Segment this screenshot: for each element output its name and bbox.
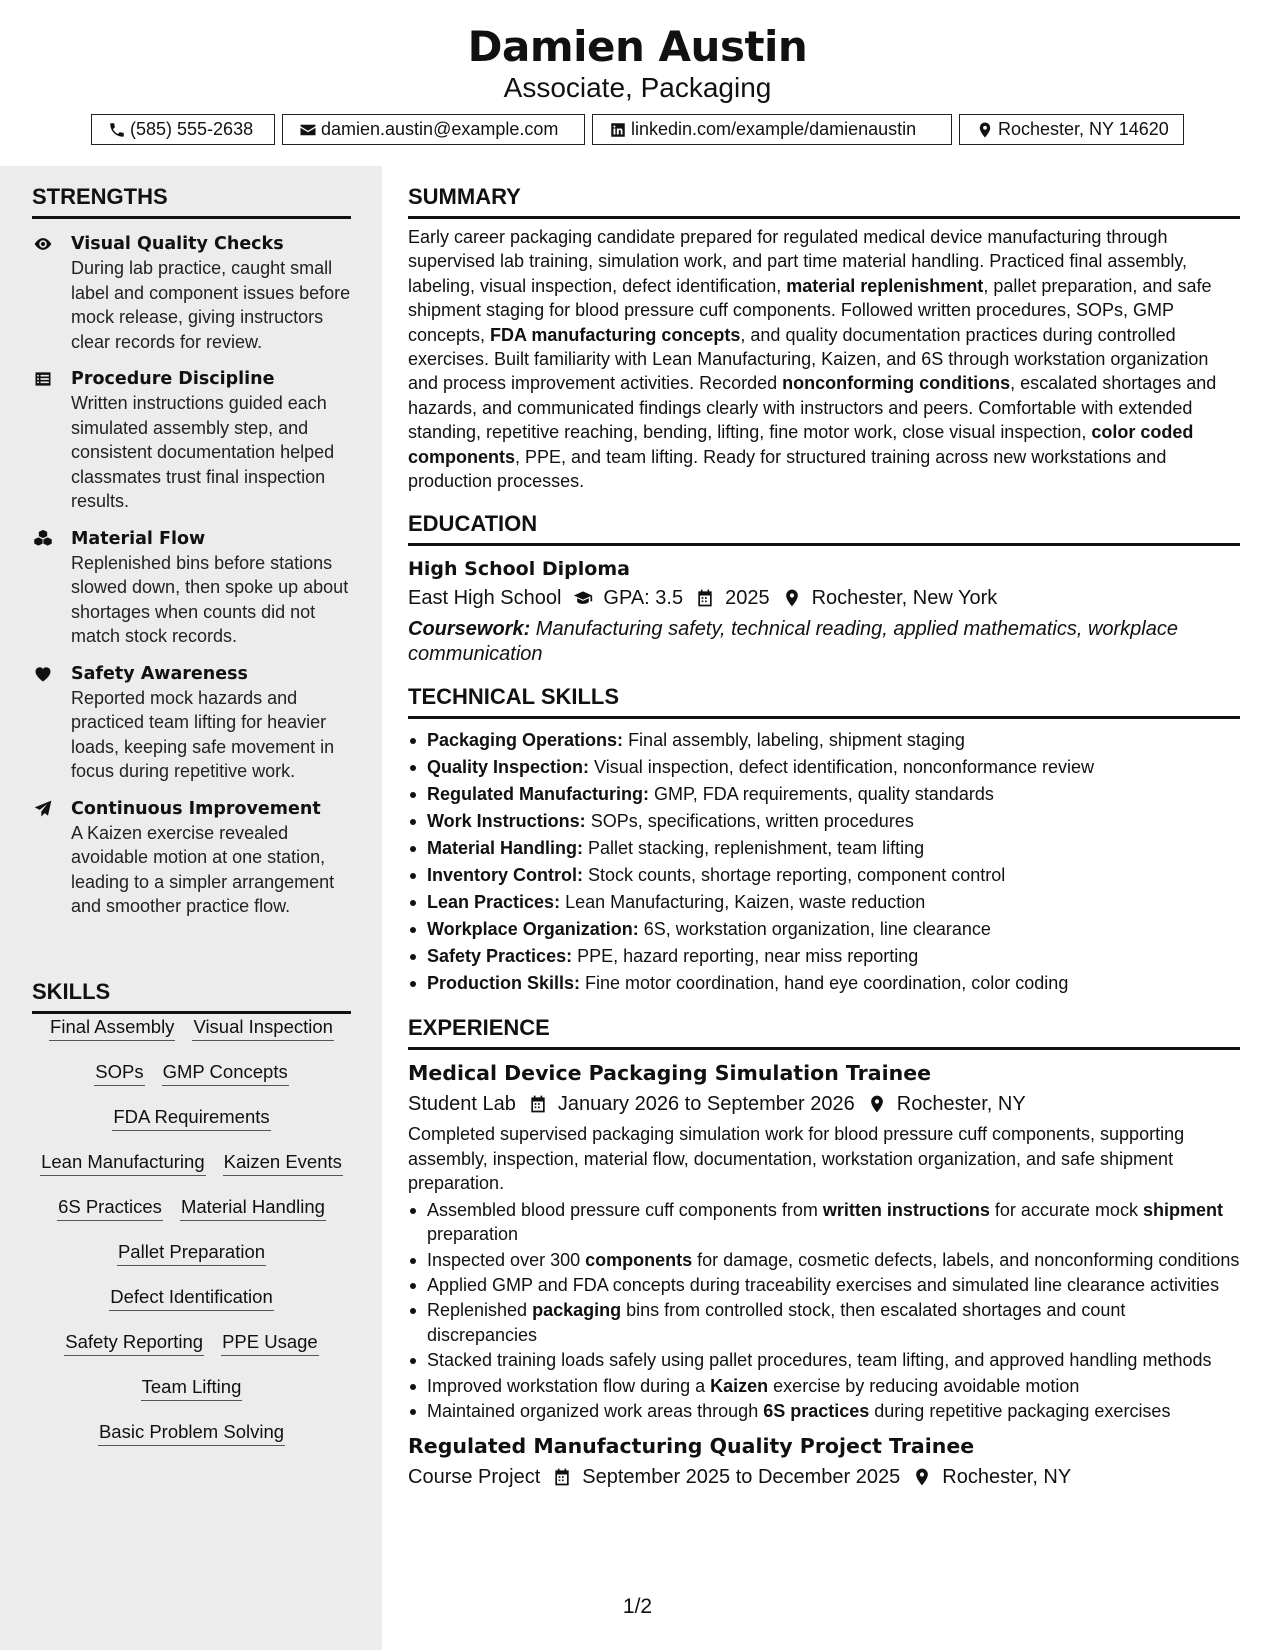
list-item (408, 916, 1240, 943)
skill-chip: PPE Usage (221, 1329, 319, 1356)
calendar-icon (528, 1094, 548, 1114)
map-pin-icon (976, 121, 994, 139)
skill-row (32, 1059, 351, 1104)
job-location: Rochester, NY (942, 1466, 1072, 1489)
list-item (408, 835, 1240, 862)
skill-chip: SOPs (94, 1059, 144, 1086)
education-heading: EDUCATION (408, 511, 1240, 546)
bullet-text: Improved workstation flow during a (427, 1375, 711, 1396)
strength-desc: Reported mock hazards and practiced team lifting for heavier loads, keeping safe movement in focus during repetitive work. (71, 687, 335, 781)
envelope-icon (299, 121, 317, 139)
skill-chip: Safety Reporting (64, 1329, 204, 1356)
skill-row (32, 1329, 351, 1374)
skills-heading: SKILLS (32, 979, 351, 1014)
skill-value: PPE, hazard reporting, near miss reporting (572, 946, 919, 967)
skill-row (32, 1284, 351, 1329)
summary-heading: SUMMARY (408, 184, 1240, 219)
list-item (408, 1198, 1240, 1247)
job-meta (408, 1461, 1240, 1493)
strength-title: Visual Quality Checks (71, 234, 284, 254)
skill-row (32, 1374, 351, 1419)
bullet-emphasis: Kaizen (710, 1375, 769, 1396)
skill-row (32, 1239, 351, 1284)
bullet-text: bins from controlled stock, then escalated shortages and count discrepancies (427, 1300, 1126, 1345)
candidate-title: Associate, Packaging (503, 72, 772, 103)
skill-value: Final assembly, labeling, shipment staging (623, 730, 965, 751)
skill-chip: Final Assembly (49, 1014, 175, 1041)
skill-value: SOPs, specifications, written procedures (585, 811, 914, 832)
cubes-icon (32, 529, 54, 549)
skills-section (32, 979, 351, 1464)
calendar-icon (695, 588, 715, 608)
list-item (408, 943, 1240, 970)
skill-row (32, 1104, 351, 1149)
skill-value: 6S, workstation organization, line clearance (638, 919, 991, 940)
list-item (408, 1248, 1240, 1272)
skill-chip: Material Handling (180, 1194, 326, 1221)
list-item (408, 754, 1240, 781)
job-dates: January 2026 to September 2026 (557, 1093, 855, 1116)
skill-chip: Basic Problem Solving (98, 1419, 285, 1446)
job-description: Completed supervised packaging simulation work for blood pressure cuff components, supporting assembly, inspection, material flow, documentation, workstation organization, and safe shipment preparation. (408, 1124, 1185, 1194)
job-location: Rochester, NY (896, 1093, 1026, 1116)
education-school: East High School (408, 587, 562, 610)
skill-chip: FDA Requirements (112, 1104, 270, 1131)
bullet-text: Stacked training loads safely using pallet procedures, team lifting, and approved handling methods (427, 1350, 1212, 1371)
contact-phone[interactable] (91, 114, 275, 145)
list-item (408, 1399, 1240, 1423)
education-meta (408, 582, 1240, 614)
skill-chip: Kaizen Events (223, 1149, 343, 1176)
bullet-text: exercise by reducing avoidable motion (768, 1375, 1080, 1396)
list-item (408, 727, 1240, 754)
skill-label: Material Handling: (427, 838, 584, 859)
strength-item (32, 527, 351, 649)
skill-label: Inventory Control: (427, 865, 583, 886)
contact-bar (0, 114, 1275, 145)
skill-label: Workplace Organization: (427, 919, 639, 940)
summary-emphasis: FDA manufacturing concepts (490, 324, 741, 345)
coursework (408, 617, 1240, 666)
bullet-text: for accurate mock (989, 1199, 1143, 1220)
list-icon (32, 369, 54, 389)
bullet-text: Assembled blood pressure cuff components from (427, 1199, 823, 1220)
bullet-emphasis: shipment (1142, 1199, 1223, 1220)
list-item (408, 889, 1240, 916)
map-pin-icon (912, 1467, 932, 1487)
summary-run: , pallet preparation, and safe shipment staging for blood pressure cuff components. Followed written procedures, SOPs, GMP concepts, (408, 275, 1212, 345)
bullet-text: during repetitive packaging exercises (869, 1400, 1171, 1421)
list-item (408, 1374, 1240, 1398)
bullet-emphasis: 6S practices (763, 1400, 870, 1421)
job-org: Course Project (408, 1466, 541, 1489)
sidebar (0, 166, 382, 1650)
main-column (408, 166, 1240, 1493)
experience-heading: EXPERIENCE (408, 1015, 1240, 1050)
bullet-emphasis: written instructions (822, 1199, 990, 1220)
candidate-name: Damien Austin (467, 22, 808, 71)
summary-emphasis: color coded components (408, 422, 1194, 467)
education-year: 2025 (725, 587, 770, 610)
skill-label: Packaging Operations: (427, 730, 624, 751)
strength-item (32, 367, 351, 514)
skill-label: Production Skills: (427, 973, 581, 994)
strength-title: Procedure Discipline (71, 369, 275, 389)
list-item (408, 781, 1240, 808)
summary-emphasis: nonconforming conditions (782, 373, 1011, 394)
job-title: Medical Device Packaging Simulation Trainee (408, 1061, 932, 1086)
summary-run: Early career packaging candidate prepared for regulated medical device manufacturing through supervised lab training, simulation work, and part time material handling. Practiced final assembly, labeling, visual inspection, defect identification, (408, 227, 1188, 296)
job-bullets (408, 1198, 1240, 1424)
strength-desc: A Kaizen exercise revealed avoidable motion at one station, leading to a simpler arrangement and smoother practice flow. (71, 822, 335, 916)
summary-run: , PPE, and team lifting. Ready for structured training across new workstations and production processes. (408, 446, 1167, 492)
strengths-section (32, 184, 351, 919)
strength-desc: During lab practice, caught small label and component issues before mock release, giving instructors clear records for review. (71, 258, 351, 352)
strength-item (32, 232, 351, 354)
graduation-cap-icon (573, 588, 593, 608)
linkedin-text: linkedin.com/example/damienaustin (631, 119, 917, 139)
education-degree: High School Diploma (408, 558, 630, 581)
summary-run: , and quality documentation practices during controlled exercises. Built familiarity with Lean Manufacturing, Kaizen, and 6S through workstation organization and process improvement activities. Recorded (408, 324, 1209, 394)
skill-value: Visual inspection, defect identification, nonconformance review (589, 757, 1094, 778)
list-item (408, 970, 1240, 997)
bullet-text: Replenished (427, 1300, 533, 1321)
summary-run: , escalated shortages and hazards, and communicated findings clearly with instructors and peers. Comfortable with extended standing, repetitive reaching, bending, lifting, fine motor work, close visual inspection, (408, 373, 1217, 443)
bullet-text: Applied GMP and FDA concepts during traceability exercises and simulated line clearance activities (427, 1274, 1220, 1295)
skill-chip: 6S Practices (57, 1194, 163, 1221)
list-item (408, 862, 1240, 889)
contact-location (959, 114, 1184, 145)
skill-chip: Lean Manufacturing (40, 1149, 206, 1176)
strength-item (32, 797, 351, 919)
heart-icon (32, 664, 54, 684)
skill-value: Pallet stacking, replenishment, team lifting (583, 838, 925, 859)
skill-value: Stock counts, shortage reporting, component control (583, 865, 1006, 886)
strength-title: Continuous Improvement (71, 798, 321, 819)
job-org: Student Lab (408, 1093, 516, 1116)
bullet-text: preparation (427, 1224, 519, 1245)
skill-label: Quality Inspection: (427, 757, 590, 778)
summary-text (408, 225, 1240, 493)
eye-icon (32, 234, 54, 254)
skill-chip: Visual Inspection (192, 1014, 334, 1041)
job-title: Regulated Manufacturing Quality Project Trainee (408, 1434, 975, 1459)
resume-header (0, 0, 1275, 166)
education-location: Rochester, New York (811, 587, 998, 610)
list-item (408, 1273, 1240, 1297)
bullet-text: Inspected over 300 (427, 1249, 586, 1270)
map-pin-icon (867, 1094, 887, 1114)
phone-text: (585) 555-2638 (130, 119, 254, 139)
technical-skills-list (408, 727, 1240, 997)
strength-title: Material Flow (71, 528, 206, 549)
skill-row (32, 1014, 351, 1059)
strength-item (32, 662, 351, 784)
phone-icon (108, 121, 126, 139)
skill-label: Regulated Manufacturing: (427, 784, 650, 805)
coursework-text: Manufacturing safety, technical reading, applied mathematics, workplace communication (408, 618, 1178, 665)
skill-row (32, 1419, 351, 1464)
bullet-text: Maintained organized work areas through (427, 1400, 764, 1421)
contact-email[interactable] (282, 114, 585, 145)
contact-linkedin[interactable] (592, 114, 952, 145)
page-number: 1/2 (622, 1595, 653, 1618)
bullet-text: for damage, cosmetic defects, labels, and nonconforming conditions (692, 1249, 1240, 1270)
list-item (408, 1348, 1240, 1372)
skill-value: Lean Manufacturing, Kaizen, waste reduction (560, 892, 926, 913)
education-gpa: GPA: 3.5 (603, 587, 684, 610)
skill-label: Safety Practices: (427, 946, 573, 967)
strengths-heading: STRENGTHS (32, 184, 351, 219)
skill-chip: Pallet Preparation (117, 1239, 266, 1266)
list-item (408, 808, 1240, 835)
bullet-emphasis: packaging (532, 1300, 622, 1321)
skill-label: Lean Practices: (427, 892, 561, 913)
coursework-label: Coursework: (408, 618, 531, 641)
job-dates: September 2025 to December 2025 (582, 1466, 901, 1489)
summary-emphasis: material replenishment (786, 275, 984, 296)
skill-row (32, 1149, 351, 1194)
list-item (408, 1298, 1240, 1347)
skill-label: Work Instructions: (427, 811, 586, 832)
strength-title: Safety Awareness (71, 663, 248, 684)
skill-value: Fine motor coordination, hand eye coordination, color coding (580, 973, 1069, 994)
skill-chip: Team Lifting (141, 1374, 243, 1401)
technical-skills-heading: TECHNICAL SKILLS (408, 684, 1240, 719)
skill-value: GMP, FDA requirements, quality standards (649, 784, 994, 805)
skill-chip: Defect Identification (109, 1284, 273, 1311)
skill-row (32, 1194, 351, 1239)
linkedin-icon (609, 121, 627, 139)
paper-plane-icon (32, 799, 54, 819)
job-meta (408, 1088, 1240, 1120)
strength-desc: Replenished bins before stations slowed down, then spoke up about shortages when counts did not match stock records. (71, 552, 349, 646)
location-text: Rochester, NY 14620 (998, 119, 1169, 139)
strength-desc: Written instructions guided each simulated assembly step, and consistent documentation helped classmates trust final inspection results. (71, 393, 335, 511)
map-pin-icon (782, 588, 802, 608)
bullet-emphasis: components (585, 1249, 693, 1270)
calendar-icon (552, 1467, 572, 1487)
email-text: damien.austin@example.com (321, 119, 559, 139)
skill-chip: GMP Concepts (162, 1059, 289, 1086)
